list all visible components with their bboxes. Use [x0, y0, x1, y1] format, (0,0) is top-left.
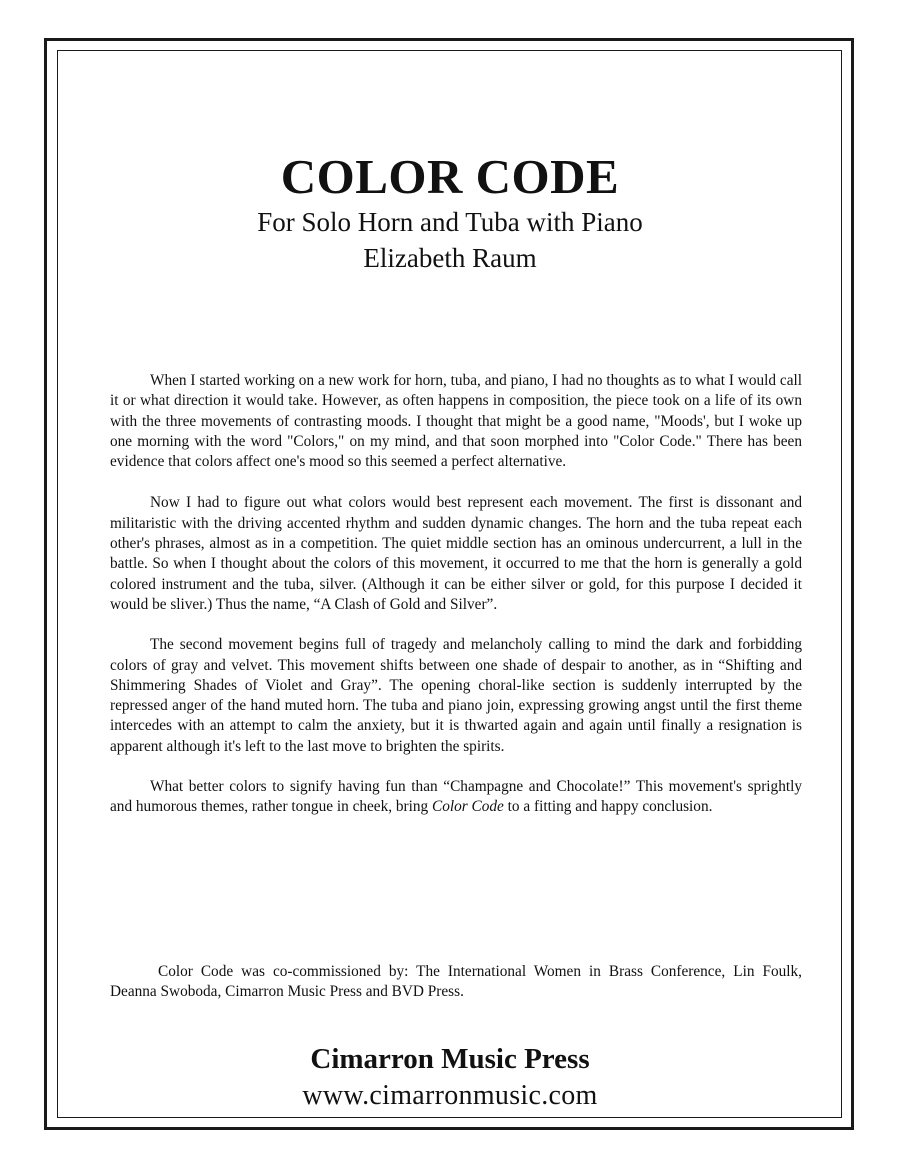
program-notes [110, 371, 802, 839]
publisher-name: Cimarron Music Press [310, 1043, 590, 1075]
publisher-website: www.cimarronmusic.com [302, 1080, 598, 1111]
page-title: COLOR CODE [280, 149, 620, 204]
notes-paragraph-4 [110, 777, 802, 818]
notes-paragraph-3: The second movement begins full of tragedy and melancholy calling to mind the dark and forbidding colors of gray and velvet. This movement shifts between one shade of despair to another, as in “Shifting and Shimmering Shades of Violet and Gray”. The opening choral-like section is suddenly interrupted by the repressed anger of the hand muted horn. The tuba and piano join, expressing growing angst until the first theme intercedes with an attempt to calm the anxiety, but it is thwarted again and again until finally a resignation is apparent although it's left to the last move to brighten the spirits. [110, 636, 802, 755]
instrumentation-subtitle: For Solo Horn and Tuba with Piano [257, 207, 643, 237]
notes-paragraph-4-italic-title: Color Code [432, 798, 504, 816]
notes-paragraph-4-text-start: What better colors to signify having fun than “Champagne and Chocolate!” This movement's sprightly and humorous themes, rather tongue in cheek, bring [110, 778, 802, 816]
composer-name: Elizabeth Raum [363, 243, 537, 273]
notes-paragraph-4-text-end: to a fitting and happy conclusion. [503, 798, 713, 816]
notes-paragraph-1: When I started working on a new work for horn, tuba, and piano, I had no thoughts as to what I would call it or what direction it would take. However, as often happens in composition, the piece took on a life of its own with the three movements of contrasting moods. I thought that might be a good name, "Moods', but I woke up one morning with the word "Colors," on my mind, and that soon morphed into "Color Code." There has been evidence that colors affect one's mood so this seemed a perfect alternative. [110, 372, 802, 471]
notes-paragraph-2: Now I had to figure out what colors would best represent each movement. The first is dissonant and militaristic with the driving accented rhythm and sudden dynamic changes. The horn and the tuba repeat each other's phrases, almost as in a competition. The quiet middle section has an ominous undercurrent, a lull in the battle. So when I thought about the colors of this movement, it occurred to me that the horn is generally a gold colored instrument and the tuba, silver. (Although it can be either silver or gold, for this purpose I decided it would be sliver.) Thus the name, “A Clash of Gold and Silver”. [110, 494, 802, 613]
commission-credit: Color Code was co-commissioned by: The International Women in Brass Conference, Lin Foulk, Deanna Swoboda, Cimarron Music Press and BVD Press. [110, 963, 802, 1001]
